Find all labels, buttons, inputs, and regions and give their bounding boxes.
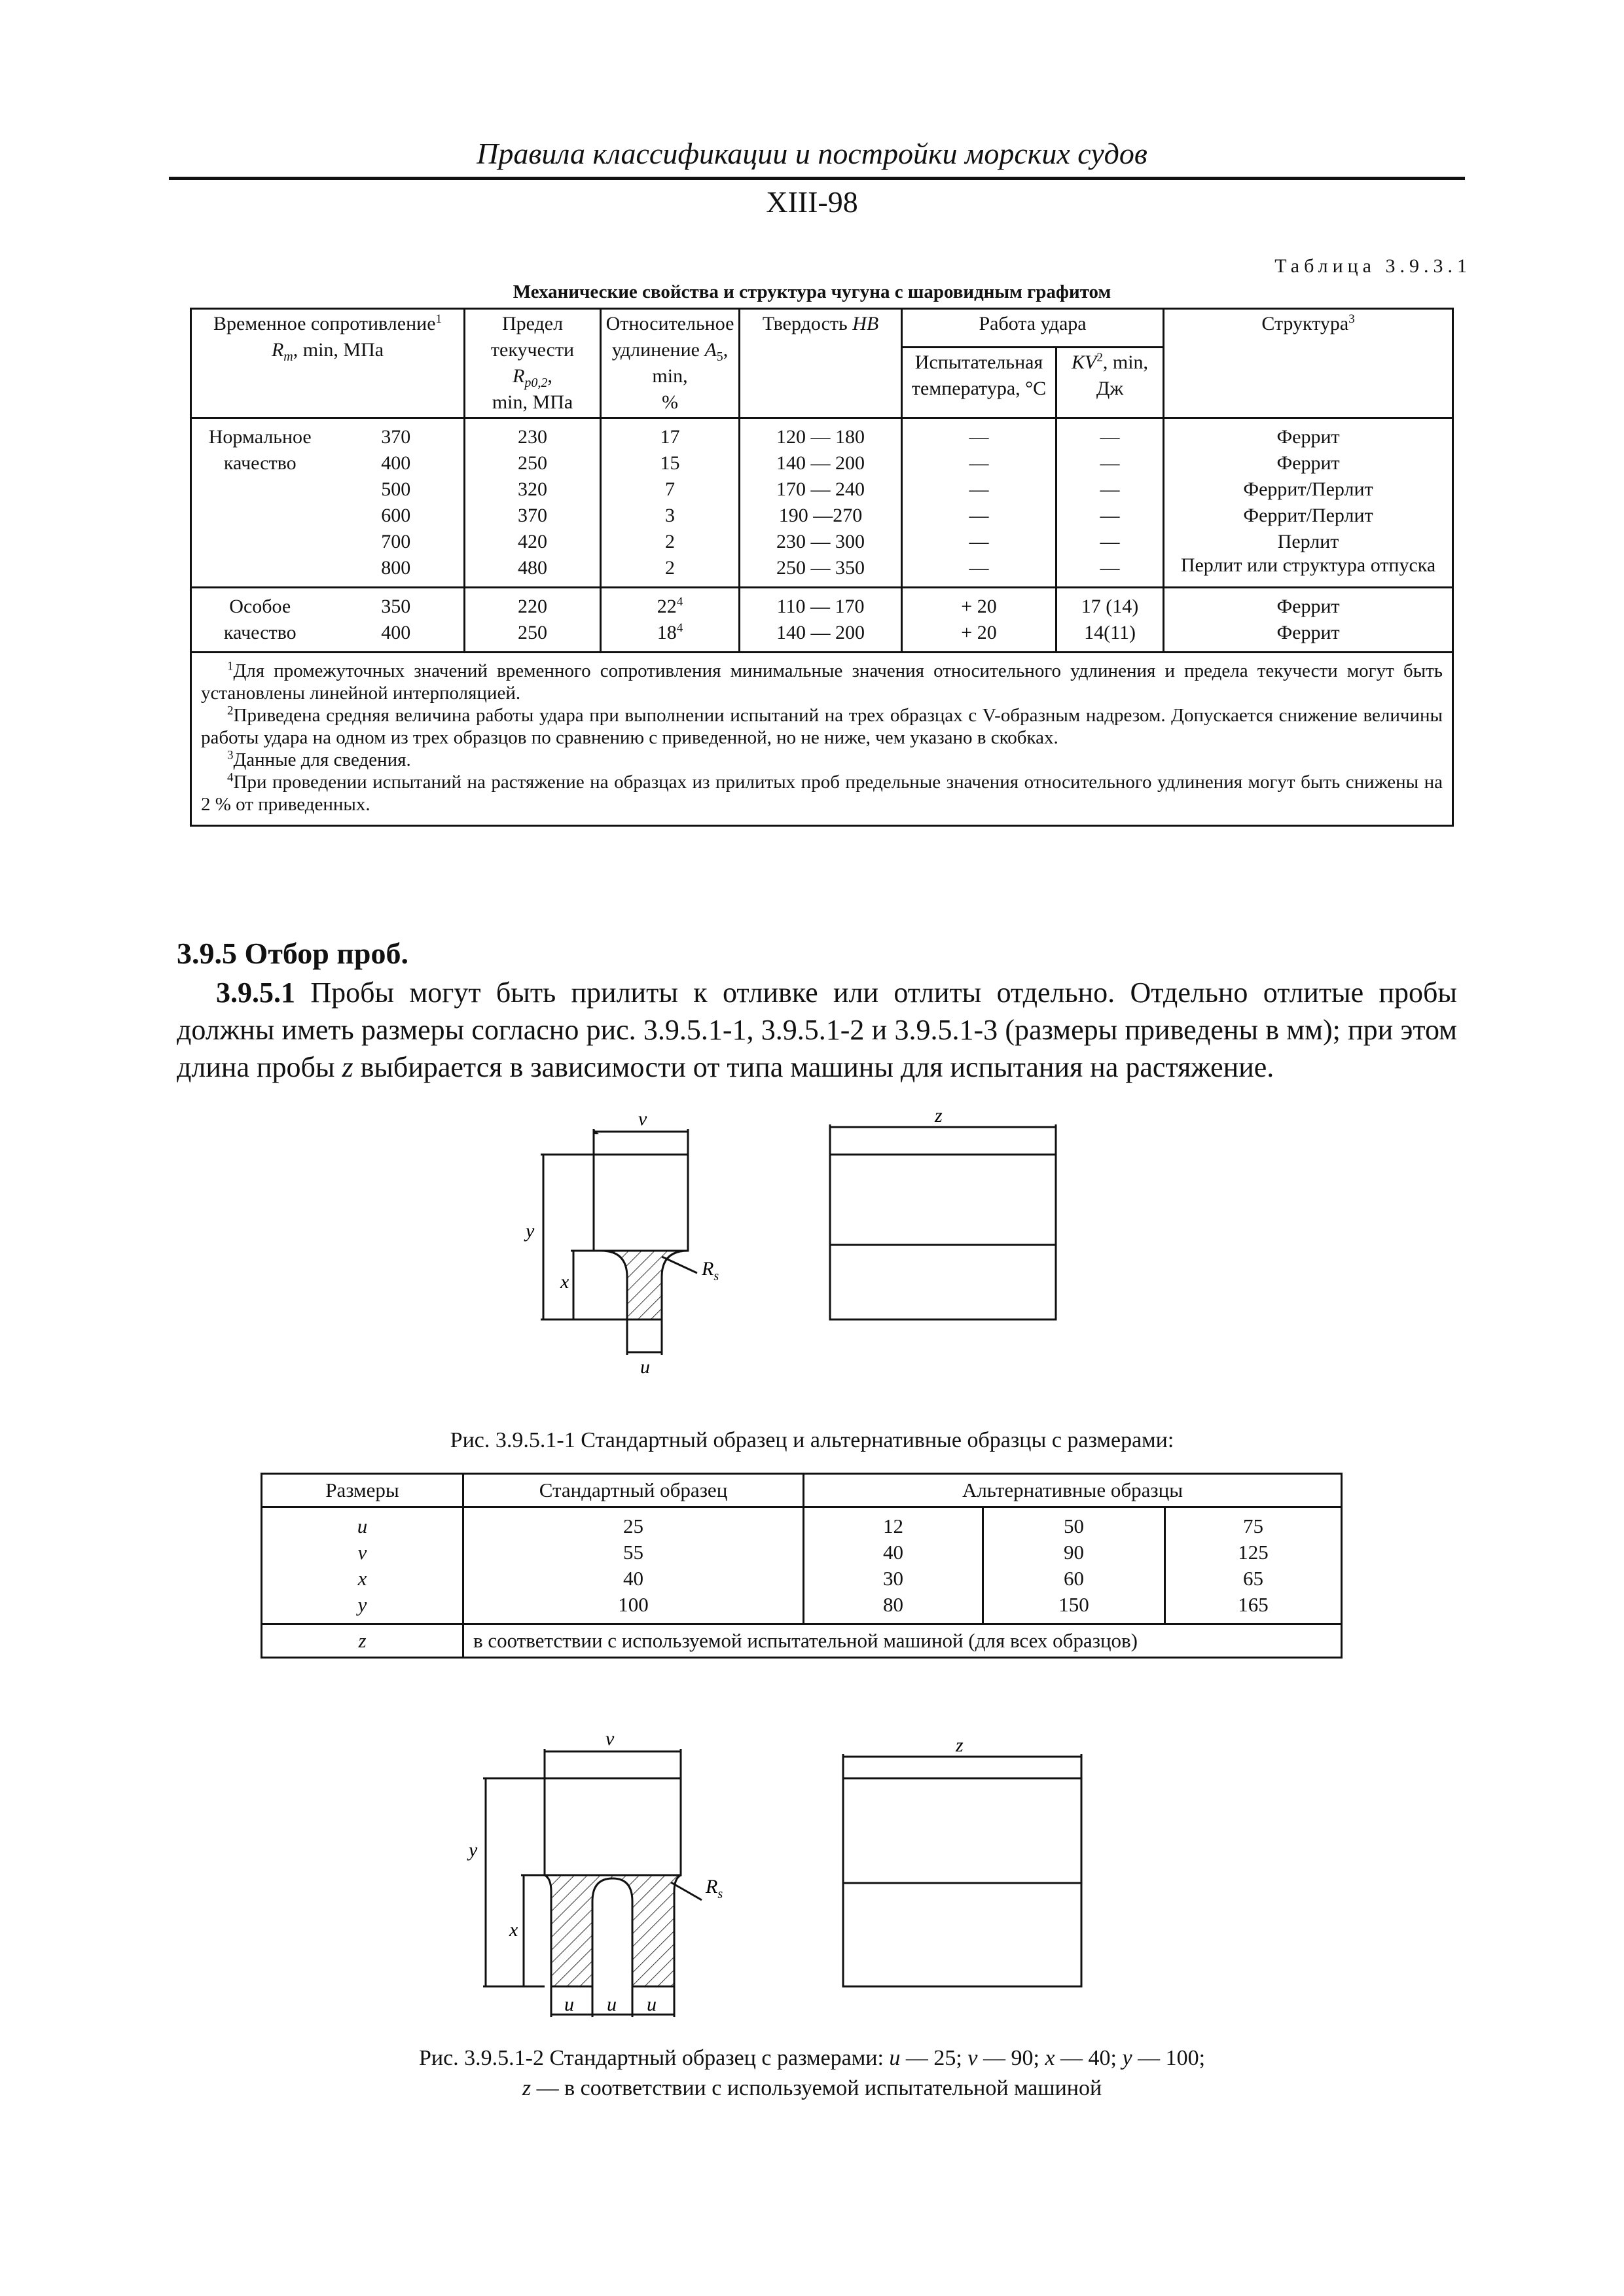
header-tensile-strength: Временное сопротивление$^1$ $R_m$, min, МПа xyxy=(191,309,465,418)
a5-values: $22^4$ $18^4$ xyxy=(601,588,740,653)
dim-label-u: u xyxy=(647,1994,657,2015)
figure-1-caption: Рис. 3.9.5.1-1 Стандартный образец и альтернативные образцы с размерами: xyxy=(450,1428,1174,1452)
footnote: $^2$Приведена средняя величина работы удара при выполнении испытаний на трех образцах с V-образным надрезом. Допускается снижение величины работы удара на одном из трех образцов по сравнению с приведенной, но не ниже, чем указано в скобках. xyxy=(201,704,1443,748)
dim-label-x: x xyxy=(560,1271,569,1293)
dim-label-v: v xyxy=(638,1108,647,1130)
header-standard: Стандартный образец xyxy=(463,1474,804,1507)
dim-label-rs: $R_s$ xyxy=(702,1258,719,1283)
running-header-title: Правила классификации и постройки морских судов xyxy=(477,137,1147,170)
dim-label-u: u xyxy=(564,1994,574,2015)
header-yield-strength: Предел текучести $R_{p0,2}$, min, МПа xyxy=(465,309,601,418)
header-alternatives: Альтернативные образцы xyxy=(804,1474,1342,1507)
dim-label-z: z xyxy=(956,1734,964,1756)
header-structure: Структура$^3$ xyxy=(1164,309,1453,418)
dim-label-y: y xyxy=(469,1839,478,1861)
hb-values: 120 — 180 140 — 200 170 — 240 190 —270 230 — 300 250 — 350 xyxy=(740,418,902,588)
rm-values: 370 400 500 600 700 800 xyxy=(329,418,465,588)
dim-label-u: u xyxy=(640,1356,650,1378)
dim-label-rs: $R_s$ xyxy=(706,1876,723,1901)
table-caption: Механические свойства и структура чугуна с шаровидным графитом xyxy=(513,281,1111,302)
a5-values: 17 15 7 3 2 2 xyxy=(601,418,740,588)
specimen2-legs-hatched xyxy=(545,1875,681,1986)
header-impact-work: Работа удара xyxy=(902,309,1164,348)
footnote: $^4$При проведении испытаний на растяжение на образцах из прилитых проб предельные значения относительного удлинения могут быть снижены на 2 % от приведенных. xyxy=(201,770,1443,815)
temp-values: — — — — — — xyxy=(902,418,1056,588)
structure-values: Феррит Феррит Феррит/Перлит Феррит/Перлит Перлит Перлит или структура отпуска xyxy=(1164,418,1453,588)
table-row: z в соответствии с используемой испытательной машиной (для всех образцов) xyxy=(262,1624,1342,1658)
table-label: Таблица 3.9.3.1 xyxy=(1274,255,1471,277)
specimen2-block xyxy=(545,1778,681,1875)
specimen-dimensions-table xyxy=(261,1473,1343,1659)
figure-2-caption: Рис. 3.9.5.1-2 Стандартный образец с размерами: u — 25; v — 90; x — 40; y — 100; z — в соответствии с используемой испытательной машиной xyxy=(418,2046,1206,2100)
header-kv: $KV^2$, min, Дж xyxy=(1056,347,1164,418)
dim-label-u: u xyxy=(607,1994,617,2015)
header-test-temperature: Испытательная температура, °C xyxy=(902,347,1056,418)
rp-values: 230 250 320 370 420 480 xyxy=(465,418,601,588)
rm-values: 350 400 xyxy=(329,588,465,653)
footnote: $^1$Для промежуточных значений временного сопротивления минимальные значения относительного удлинения и предела текучести могут быть установлены линейной интерполяцией. xyxy=(201,659,1443,704)
dim-label-x: x xyxy=(509,1919,518,1941)
kv-values: — — — — — — xyxy=(1056,418,1164,588)
dim-label-v: v xyxy=(605,1728,615,1749)
structure-values: Феррит Феррит xyxy=(1164,588,1453,653)
page-number: XIII-98 xyxy=(766,185,858,219)
table-header-row xyxy=(262,1474,1342,1507)
dim-label-y: y xyxy=(526,1220,535,1242)
header-dimensions: Размеры xyxy=(262,1474,463,1507)
section-heading: 3.9.5 Отбор проб. xyxy=(177,937,408,970)
temp-values: + 20 + 20 xyxy=(902,588,1056,653)
specimen-neck-hatched xyxy=(594,1251,688,1319)
group-name-special: Особое качество xyxy=(191,588,329,653)
dim-label-z: z xyxy=(935,1105,943,1126)
footnote: $^3$Данные для сведения. xyxy=(227,748,411,770)
rp-values: 220 250 xyxy=(465,588,601,653)
group-name-normal: Нормальное качество xyxy=(191,418,329,588)
specimen-block xyxy=(594,1155,688,1251)
kv-values: 17 (14) 14(11) xyxy=(1056,588,1164,653)
header-elongation: Относительное удлинение $A_5$, min, % xyxy=(601,309,740,418)
header-hardness: Твердость HB xyxy=(740,309,902,418)
section-paragraph: 3.9.5.1 Пробы могут быть прилиты к отливке или отлиты отдельно. Отдельно отлитые пробы должны иметь размеры согласно рис. 3.9.5.1-1, 3.9.5.1-2 и 3.9.5.1-3 (размеры приведены в мм); при этом длина пробы z выбирается в зависимости от типа машины для испытания на растяжение. xyxy=(177,977,1457,1083)
specimen-side-view xyxy=(830,1155,1056,1319)
hb-values: 110 — 170 140 — 200 xyxy=(740,588,902,653)
table-row: u v x y 25 55 40 100 12 40 30 80 50 90 60 150 75 125 65 165 xyxy=(262,1507,1342,1624)
